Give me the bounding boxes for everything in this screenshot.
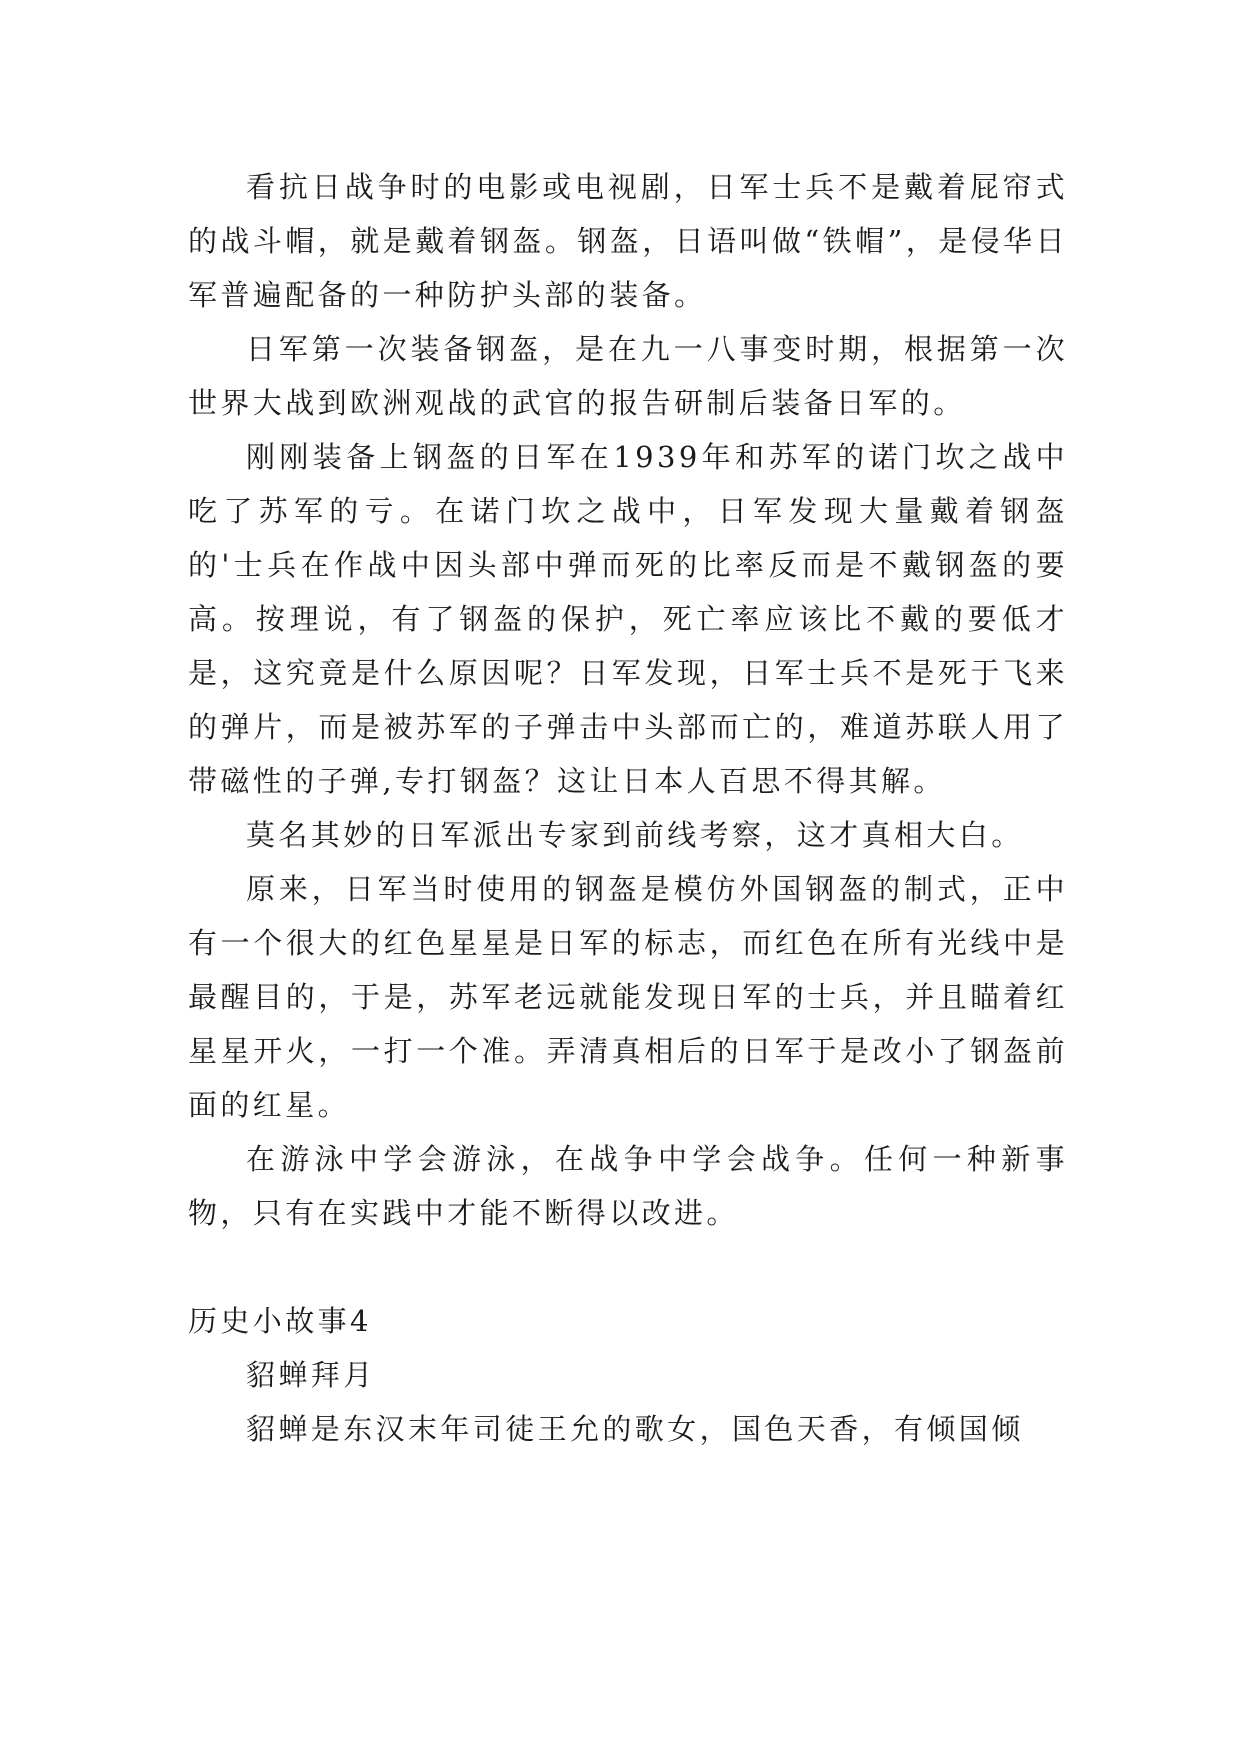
body-text <box>188 160 1068 1456</box>
paragraph-investigation: 莫名其妙的日军派出专家到前线考察，这才真相大白。 <box>246 818 1024 852</box>
paragraph-diaochan: 貂蝉是东汉末年司徒王允的歌女，国色天香，有倾国倾 <box>246 1412 1024 1446</box>
paragraph-lesson: 在游泳中学会游泳，在战争中学会战争。任何一种新事物，只有在实践中才能不断得以改进。 <box>188 1142 1068 1230</box>
paragraph-helmet-intro: 看抗日战争时的电影或电视剧，日军士兵不是戴着屁帘式的战斗帽，就是戴着钢盔。钢盔，日语叫做“铁帽”，是侵华日军普遍配备的一种防护头部的装备。 <box>188 170 1068 312</box>
paragraph-first-equipment: 日军第一次装备钢盔，是在九一八事变时期，根据第一次世界大战到欧洲观战的武官的报告研制后装备日军的。 <box>188 332 1068 420</box>
story-title: 貂蝉拜月 <box>246 1358 376 1392</box>
paragraph-nomonhan: 刚刚装备上钢盔的日军在1939年和苏军的诺门坎之战中吃了苏军的亏。在诺门坎之战中，日军发现大量戴着钢盔的'士兵在作战中因头部中弹而死的比率反而是不戴钢盔的要高。按理说，有了钢盔的保护，死亡率应该比不戴的要低才是，这究竟是什么原因呢？日军发现，日军士兵不是死于飞来的弹片，而是被苏军的子弹击中头部而亡的，难道苏联人用了带磁性的子弹,专打钢盔？这让日本人百思不得其解。 <box>188 440 1068 798</box>
section-heading: 历史小故事4 <box>188 1304 372 1338</box>
paragraph-red-star: 原来，日军当时使用的钢盔是模仿外国钢盔的制式，正中有一个很大的红色星星是日军的标志，而红色在所有光线中是最醒目的，于是，苏军老远就能发现日军的士兵，并且瞄着红星星开火，一打一个准。弄清真相后的日军于是改小了钢盔前面的红星。 <box>188 872 1068 1122</box>
